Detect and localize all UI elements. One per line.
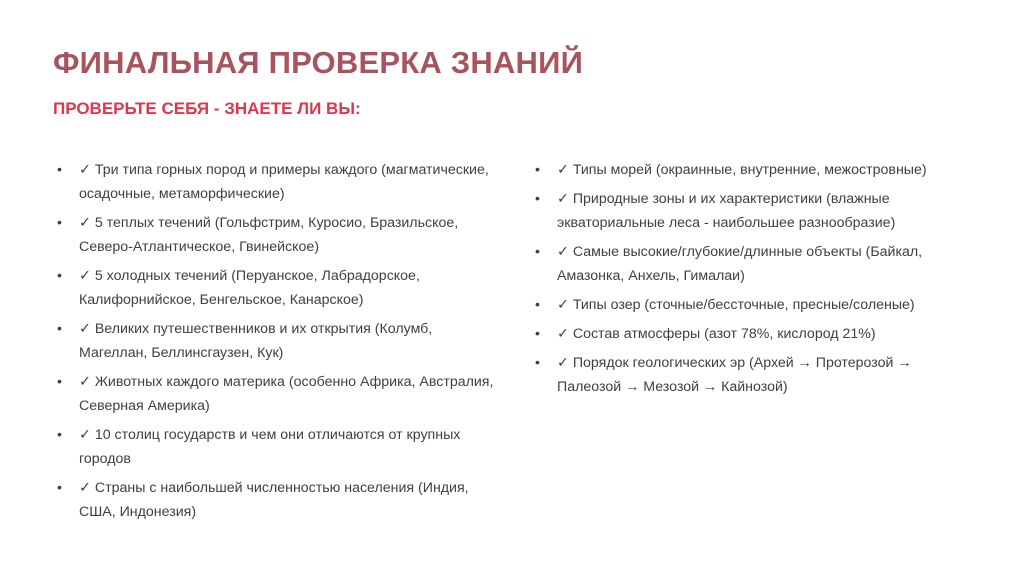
bullet-icon: • bbox=[57, 215, 62, 231]
checklist-item bbox=[535, 293, 975, 317]
bullet-icon: • bbox=[535, 326, 540, 342]
checklist-item bbox=[535, 322, 975, 346]
bullet-icon: • bbox=[535, 191, 540, 207]
checklist-item-text: ✓ Состав атмосферы (азот 78%, кислород 21%) bbox=[557, 326, 876, 342]
checklist-item-text: ✓ Три типа горных пород и примеры каждого (магматические, осадочные, метаморфические) bbox=[79, 162, 489, 202]
checklist-item bbox=[57, 370, 497, 418]
bullet-icon: • bbox=[535, 297, 540, 313]
right-checklist bbox=[535, 158, 975, 404]
bullet-icon: • bbox=[535, 355, 540, 371]
slide-title: ФИНАЛЬНАЯ ПРОВЕРКА ЗНАНИЙ bbox=[53, 45, 584, 80]
checklist-item-text: ✓ Самые высокие/глубокие/длинные объекты (Байкал, Амазонка, Анхель, Гималаи) bbox=[557, 244, 923, 284]
bullet-icon: • bbox=[57, 321, 62, 337]
checklist-item bbox=[57, 317, 497, 365]
checklist-item-text: ✓ Великих путешественников и их открытия (Колумб, Магеллан, Беллинсгаузен, Кук) bbox=[79, 321, 433, 361]
checklist-item bbox=[57, 423, 497, 471]
bullet-icon: • bbox=[57, 268, 62, 284]
bullet-icon: • bbox=[57, 427, 62, 443]
left-checklist bbox=[57, 158, 497, 529]
checklist-item bbox=[57, 476, 497, 524]
checklist-item-text: ✓ 10 столиц государств и чем они отличаются от крупных городов bbox=[79, 427, 461, 467]
checklist-item bbox=[57, 158, 497, 206]
checklist-item bbox=[57, 264, 497, 312]
bullet-icon: • bbox=[57, 480, 62, 496]
bullet-icon: • bbox=[57, 162, 62, 178]
checklist-item-text: ✓ 5 теплых течений (Гольфстрим, Куросио, Бразильское, Северо-Атлантическое, Гвинейское) bbox=[79, 215, 459, 255]
checklist-item-text: ✓ Типы морей (окраинные, внутренние, межостровные) bbox=[557, 162, 927, 178]
slide-subtitle: ПРОВЕРЬТЕ СЕБЯ - ЗНАЕТЕ ЛИ ВЫ: bbox=[53, 99, 361, 118]
checklist-item-text: ✓ Животных каждого материка (особенно Африка, Австралия, Северная Америка) bbox=[79, 374, 494, 414]
bullet-icon: • bbox=[535, 244, 540, 260]
checklist-item bbox=[57, 211, 497, 259]
checklist-item-text: ✓ 5 холодных течений (Перуанское, Лабрадорское, Калифорнийское, Бенгельское, Канарское) bbox=[79, 268, 420, 308]
checklist-item-text: ✓ Страны с наибольшей численностью населения (Индия, США, Индонезия) bbox=[79, 480, 469, 520]
checklist-item-text: ✓ Природные зоны и их характеристики (влажные экваториальные леса - наибольшее разнообразие) bbox=[557, 191, 896, 231]
bullet-icon: • bbox=[535, 162, 540, 178]
bullet-icon: • bbox=[57, 374, 62, 390]
checklist-item-text: ✓ Типы озер (сточные/бессточные, пресные/соленые) bbox=[557, 297, 915, 313]
checklist-item bbox=[535, 158, 975, 182]
checklist-item bbox=[535, 187, 975, 235]
checklist-item bbox=[535, 351, 975, 399]
checklist-item-text: ✓ Порядок геологических эр (Архей → Протерозой → Палеозой → Мезозой → Кайнозой) bbox=[557, 355, 912, 395]
checklist-item bbox=[535, 240, 975, 288]
